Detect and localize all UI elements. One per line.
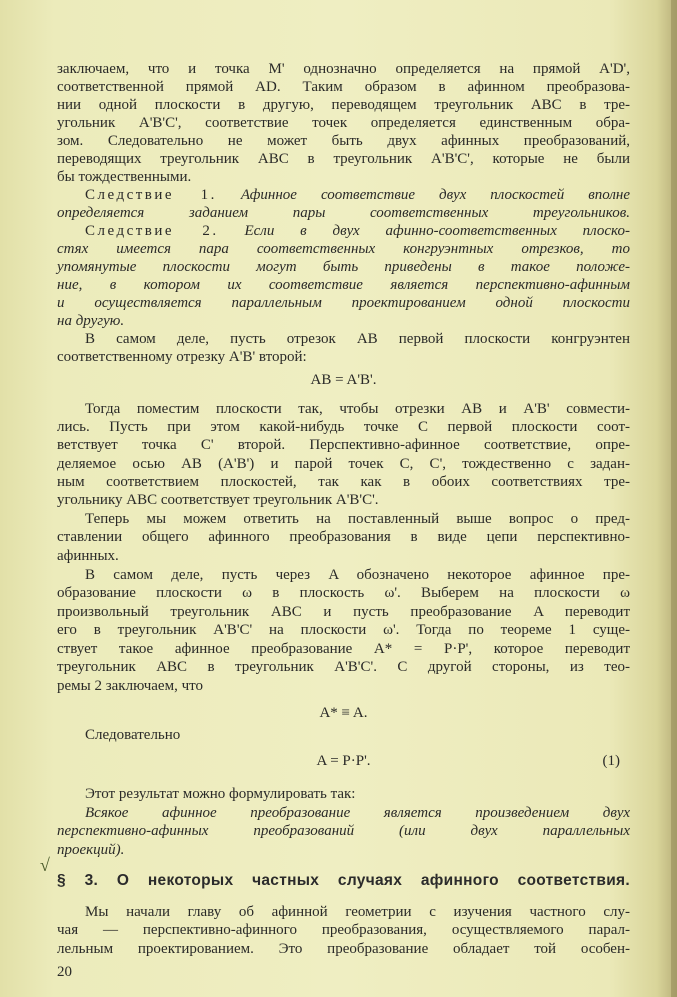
section-heading: § 3. О некоторых частных случаях афинного соответствия. [57,872,630,889]
page-edge-shadow [671,0,677,997]
text-line: и осуществляется параллельным проектированием одной плоскости [57,295,630,311]
text-line: зом. Следовательно не может быть двух афинных преобразований, [57,133,630,149]
text-line: деляемое осью AB (A'B') и парой точек C, C', тождественно с задан- [57,456,630,472]
text-line: Следовательно [85,727,181,743]
corollary2-line [85,223,630,240]
page-number: 20 [57,964,72,980]
text-line: ным соответствием плоскостей, так как в обоих соответствиях тре- [57,474,630,490]
text-line: его в треугольник A'B'C' на плоскости ω'. Тогда по теореме 1 суще- [57,622,630,638]
equation-number: (1) [602,753,620,769]
text-line: Мы начали главу об афинной геометрии с изучения частного слу- [85,904,630,920]
text-line: соответственному отрезку A'B' второй: [57,349,307,365]
equation: A* ≡ A. [319,705,368,721]
corollary1-line [85,187,630,204]
text-line: проекций). [57,842,125,858]
text-line: стях имеется пара соответственных конгруэнтных отрезков, то [57,241,630,257]
text-line: бы тождественными. [57,169,192,185]
corollary2-text: Если в двух афинно-соответственных плоско- [244,223,630,239]
text-line: определяется заданием пары соответственных треугольников. [57,205,630,221]
text-line: ние, в котором их соответствие является перспективно-афинным [57,277,630,293]
corollary1-text: Афинное соответствие двух плоскостей вполне [240,187,630,203]
text-line: угольнику ABC соответствует треугольник A'B'C'. [57,492,379,508]
text-line: на другую. [57,313,125,329]
text-line: ремы 2 заключаем, что [57,678,203,694]
corollary1-label: Следствие 1. [85,187,217,203]
pencil-mark: √ [40,855,50,875]
text-line: угольник A'B'C', соответствие точек определяется единственным обра- [57,115,630,131]
text-line: лельным проектированием. Это преобразование обладает той особен- [57,941,630,957]
text-line: переводящих треугольник ABC в треугольник A'B'C', которые не были [57,151,630,167]
text-line: произвольный треугольник ABC и пусть преобразование A переводит [57,604,630,620]
text-line: заключаем, что и точка M' однозначно определяется на прямой A'D', [57,61,630,77]
text-line: ветствует точка C' второй. Перспективно-афинное соответствие, опре- [57,437,630,453]
text-line: В самом деле, пусть отрезок AB первой плоскости конгруэнтен [85,331,630,347]
text-line: Теперь мы можем ответить на поставленный выше вопрос о пред- [85,511,630,527]
text-line: В самом деле, пусть через A обозначено некоторое афинное пре- [85,567,630,583]
text-line: афинных. [57,548,119,564]
equation: AB = A'B'. [310,372,377,388]
text-line: нии одной плоскости в другую, переводящем треугольник ABC в тре- [57,97,630,113]
corollary2-label: Следствие 2. [85,223,219,239]
text-line: Этот результат можно формулировать так: [85,786,356,802]
text-line: чая — перспективно-афинного преобразования, осуществляемого парал- [57,922,630,938]
text-line: ставлении общего афинного преобразования в виде цепи перспективно- [57,529,630,545]
text-line: образование плоскости ω в плоскость ω'. Выберем на плоскости ω [57,585,630,601]
text-line: треугольник ABC в треугольник A'B'C'. С другой стороны, из тео- [57,659,630,675]
equation: A = P·P'. [316,753,371,769]
text-line: упомянутые плоскости могут быть приведены в такое положе- [57,259,630,275]
text-line: ствует такое афинное преобразование A* = P·P', которое переводит [57,641,630,657]
text-line: соответственной прямой AD. Таким образом в афинном преобразова- [57,79,630,95]
text-line: перспективно-афинных преобразований (или двух параллельных [57,823,630,839]
text-line: Всякое афинное преобразование является произведением двух [85,805,630,821]
text-line: лись. Пусть при этом какой-нибудь точке C первой плоскости соот- [57,419,630,435]
text-line: Тогда поместим плоскости так, чтобы отрезки AB и A'B' совмести- [85,401,630,417]
